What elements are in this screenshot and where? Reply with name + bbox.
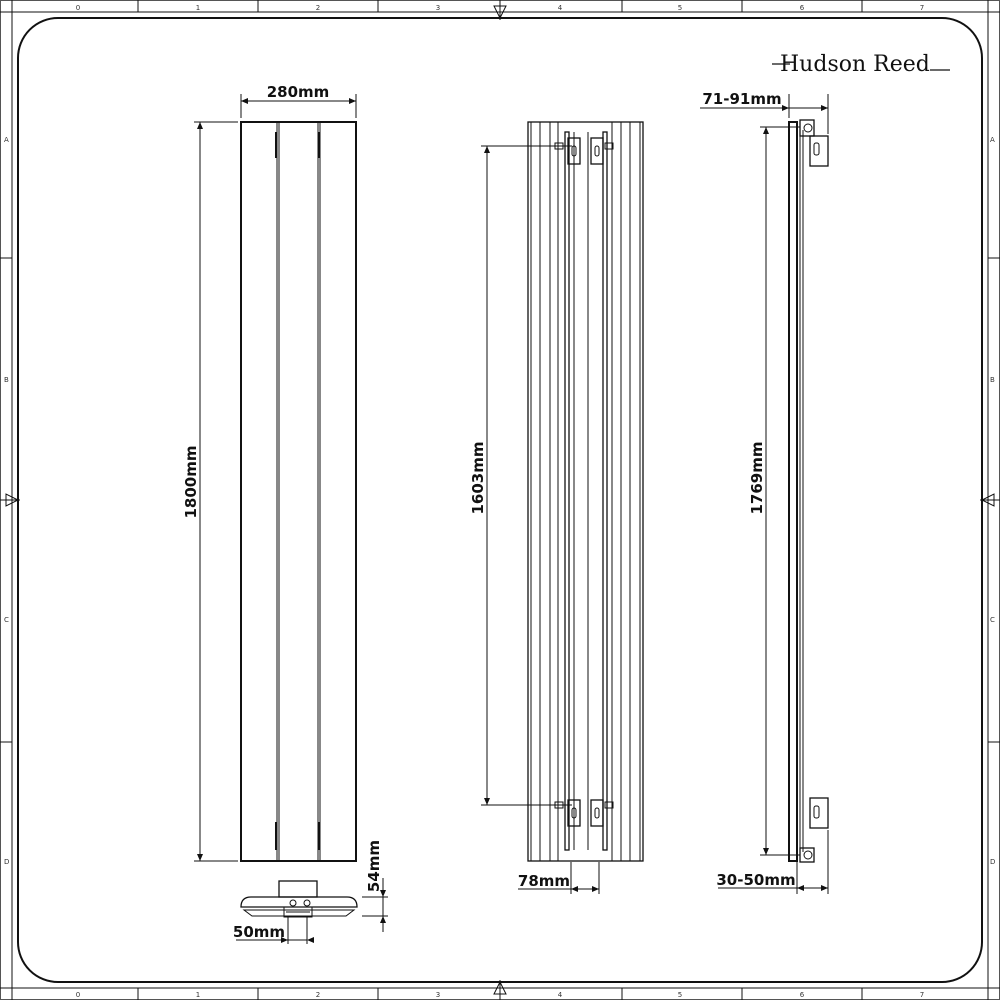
dimension-rear-bracket-offset bbox=[518, 862, 599, 894]
grid-row-label: D bbox=[4, 858, 10, 866]
grid-col-label: 5 bbox=[677, 991, 683, 999]
grid-col-label: 4 bbox=[557, 991, 563, 999]
grid-col-label: 1 bbox=[195, 4, 201, 12]
grid-col-label: 7 bbox=[919, 991, 925, 999]
grid-row-label: A bbox=[4, 136, 9, 144]
grid-col-label: 7 bbox=[919, 4, 925, 12]
grid-col-label: 3 bbox=[435, 991, 441, 999]
grid-col-label: 3 bbox=[435, 4, 441, 12]
brand-logo bbox=[772, 52, 950, 77]
side-projection-label: 71-91mm bbox=[702, 90, 782, 108]
front-view bbox=[182, 83, 388, 944]
dimension-front-width bbox=[241, 83, 356, 118]
grid-row-label: B bbox=[4, 376, 9, 384]
grid-col-label: 1 bbox=[195, 991, 201, 999]
grid-col-label: 6 bbox=[799, 4, 805, 12]
brand-name: Hudson Reed bbox=[780, 52, 930, 77]
bracket-detail bbox=[241, 881, 357, 917]
grid-col-label: 2 bbox=[315, 991, 321, 999]
drawing-border bbox=[18, 18, 982, 982]
front-width-label: 280mm bbox=[266, 83, 330, 101]
front-height-label: 1800mm bbox=[182, 445, 200, 519]
dimension-rear-bracket-spacing bbox=[469, 146, 572, 805]
grid-row-label: C bbox=[4, 616, 9, 624]
grid-row-label: B bbox=[990, 376, 995, 384]
side-height-label: 1769mm bbox=[748, 441, 766, 515]
outer-frame bbox=[1, 1, 1000, 1000]
grid-row-label: D bbox=[990, 858, 996, 866]
rear-bracket-offset-label: 78mm bbox=[517, 872, 571, 890]
rear-bracket-spacing-label: 1603mm bbox=[469, 441, 487, 515]
dimension-side-height bbox=[748, 127, 800, 855]
grid-col-label: 0 bbox=[75, 991, 81, 999]
grid-col-label: 5 bbox=[677, 4, 683, 12]
side-panel-outline bbox=[789, 122, 797, 861]
front-panel-outline bbox=[241, 122, 356, 861]
grid-row-label: C bbox=[990, 616, 995, 624]
bracket-width-label: 50mm bbox=[232, 923, 286, 941]
side-view bbox=[700, 90, 828, 894]
dimension-bracket-width bbox=[233, 916, 314, 944]
grid-row-label: A bbox=[990, 136, 995, 144]
dimension-bracket-depth bbox=[362, 840, 388, 932]
bracket-depth-label: 54mm bbox=[365, 839, 383, 893]
grid-col-label: 4 bbox=[557, 4, 563, 12]
grid-col-label: 2 bbox=[315, 4, 321, 12]
rear-panel-outline bbox=[528, 122, 643, 861]
grid-col-label: 6 bbox=[799, 991, 805, 999]
dimension-front-height bbox=[182, 122, 238, 861]
rear-view bbox=[469, 122, 643, 894]
side-wall-gap-label: 30-50mm bbox=[716, 871, 796, 889]
grid-col-label: 0 bbox=[75, 4, 81, 12]
